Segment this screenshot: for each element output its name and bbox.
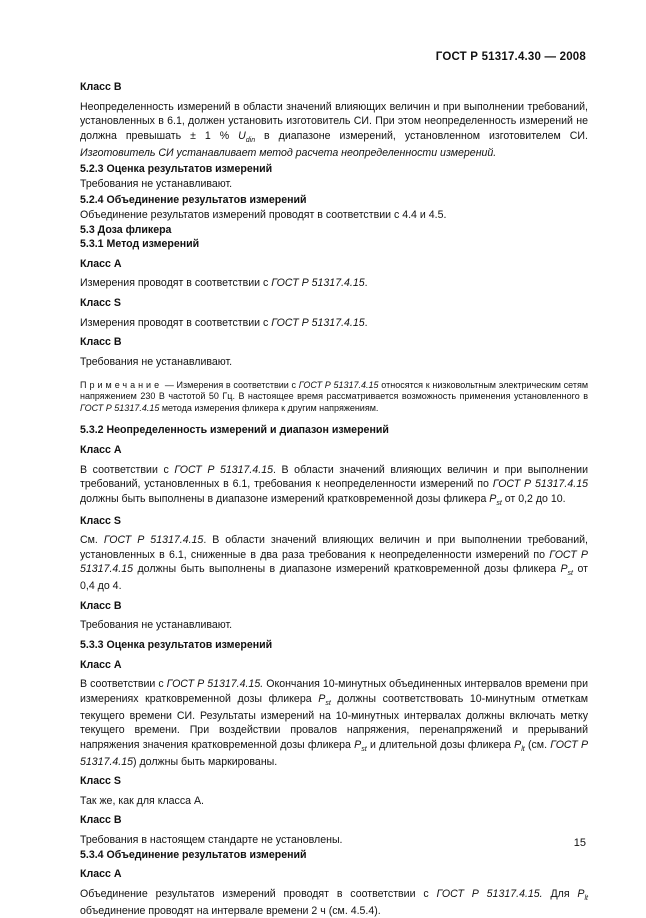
class-heading: Класс S	[80, 297, 121, 310]
paragraph: Неопределенность измерений в области значений влияющих величин и при выполнении требований, установленных в 6.1, должен установить изготовитель СИ. При этом неопределенность измерений не должна превышать ± 1 % $U_{din}$ в диапазоне измерений, установленном изготовителем СИ. Изготовитель СИ устанавливает метод расчета неопределенности измерений.	[80, 100, 588, 159]
paragraph: Так же, как для класса А.	[80, 794, 204, 807]
class-heading: Класс А	[80, 658, 122, 671]
class-heading: Класс А	[80, 257, 122, 270]
paragraph: В соответствии с ГОСТ Р 51317.4.15. В области значений влияющих величин и при выполнении требований, установленных в 6.1, требования к неопределенности измерений по ГОСТ Р 51317.4.15 должны быть выполнены в диапазоне измерений кратковременной дозы фликера $P_{st}$ от 0,2 до 10.	[80, 463, 588, 507]
paragraph: Требования в настоящем стандарте не установлены.	[80, 834, 343, 847]
paragraph: Объединение результатов измерений проводят в соответствии с ГОСТ Р 51317.4.15. Для $P_{lt}$ объединение проводят на интервале времени 2 ч (см. 4.5.4).	[80, 887, 588, 917]
page-content	[80, 80, 588, 918]
paragraph: Объединение результатов измерений проводят в соответствии с 4.4 и 4.5.	[80, 209, 447, 222]
paragraph: Измерения проводят в соответствии с ГОСТ Р 51317.4.15.	[80, 316, 368, 329]
section-heading-5-3-2: 5.3.2 Неопределенность измерений и диапазон измерений	[80, 424, 389, 437]
note: Примечание — Измерения в соответствии с ГОСТ Р 51317.4.15 относятся к низковольтным электрическим сетям напряжением 230 В частотой 50 Гц. В настоящее время рассматривается возможность применения установленного в ГОСТ Р 51317.4.15 метода измерения фликера к другим напряжениям.	[80, 379, 589, 414]
note-label: Примечание	[80, 379, 163, 390]
section-heading-5-2-3: 5.2.3 Оценка результатов измерений	[80, 163, 273, 176]
page-number: 15	[573, 837, 586, 849]
class-heading: Класс А	[80, 868, 122, 881]
section-heading-5-3-4: 5.3.4 Объединение результатов измерений	[80, 848, 307, 861]
class-heading: Класс S	[80, 775, 121, 788]
section-heading-5-3-1: 5.3.1 Метод измерений	[80, 238, 200, 251]
class-heading: Класс В	[80, 81, 122, 93]
class-heading: Класс В	[80, 336, 122, 349]
paragraph: В соответствии с ГОСТ Р 51317.4.15. Окончания 10-минутных объединенных интервалов времени при измерениях кратковременной дозы фликера $P_{st}$ должны соответствовать 10-минутным отметкам текущего времени СИ. Результаты измерений на 10-минутных интервалах должны включать метку текущего времени. При воздействии провалов напряжения, перенапряжений и прерываний напряжения значения кратковременной дозы фликера $P_{st}$ и длительной дозы фликера $P_{lt}$ (см. ГОСТ Р 51317.4.15) должны быть маркированы.	[80, 678, 589, 768]
section-heading-5-3-3: 5.3.3 Оценка результатов измерений	[80, 639, 273, 652]
class-heading: Класс В	[80, 814, 122, 827]
class-heading: Класс S	[80, 514, 121, 527]
class-heading: Класс А	[80, 444, 122, 457]
section-heading-5-3: 5.3 Доза фликера	[80, 223, 172, 236]
paragraph: Требования не устанавливают.	[80, 619, 233, 632]
paragraph: Измерения проводят в соответствии с ГОСТ Р 51317.4.15.	[80, 277, 368, 290]
class-heading: Класс В	[80, 599, 122, 612]
section-heading-5-2-4: 5.2.4 Объединение результатов измерений	[80, 194, 307, 207]
paragraph: Требования не устанавливают.	[80, 355, 233, 368]
paragraph: Требования не устанавливают.	[80, 177, 233, 190]
paragraph: См. ГОСТ Р 51317.4.15. В области значений влияющих величин и при выполнении требований, установленных в 6.1, сниженные в два раза требования к неопределенности измерений по ГОСТ Р 51317.4.15 должны быть выполнены в диапазоне измерений кратковременной дозы фликера $P_{st}$ от 0,4 до 4.	[80, 534, 588, 593]
document-header: ГОСТ Р 51317.4.30 — 2008	[435, 51, 586, 63]
